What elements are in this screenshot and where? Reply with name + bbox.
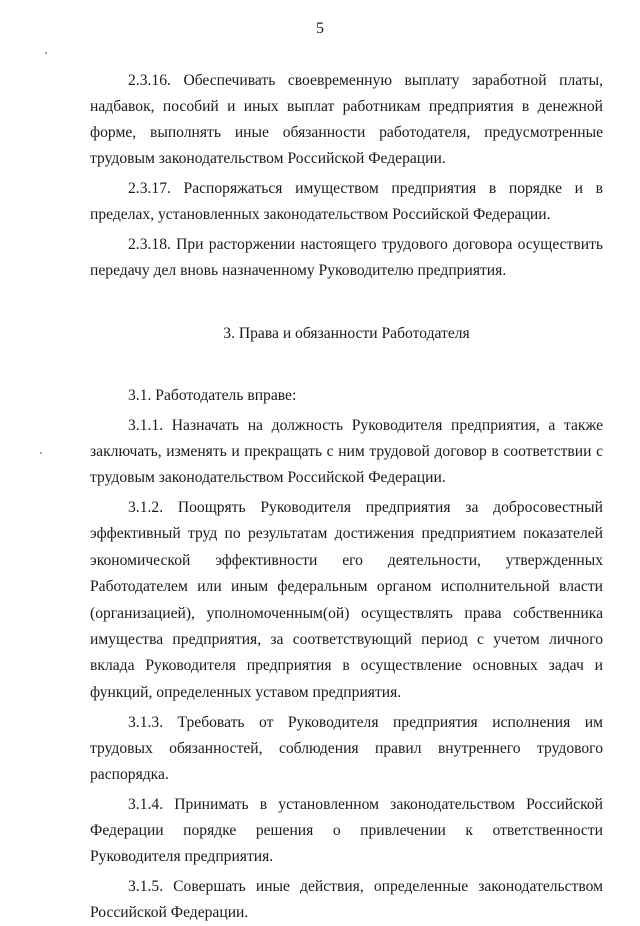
scan-speck <box>40 452 42 454</box>
document-body <box>90 68 603 926</box>
paragraph-3-1-1: 3.1.1. Назначать на должность Руководителя предприятия, а также заключать, изменять и прекращать с ним трудовой договор в соответствии с трудовым законодательством Российской Федерации. <box>90 417 603 486</box>
page-number: 5 <box>316 20 324 37</box>
paragraph-2-3-18: 2.3.18. При расторжении настоящего трудового договора осуществить передачу дел вновь назначенному Руководителю предприятия. <box>90 236 603 279</box>
paragraph-3-1: 3.1. Работодатель вправе: <box>128 387 297 404</box>
section-heading: 3. Права и обязанности Работодателя <box>223 325 470 342</box>
paragraph-3-1-5: 3.1.5. Совершать иные действия, определенные законодательством Российской Федерации. <box>90 878 603 922</box>
paragraph-3-1-2: 3.1.2. Поощрять Руководителя предприятия за добросовестный эффективный труд по результатам достижения предприятием показателей экономической эффективности его деятельности, утвержденных Работодателем или иным федеральным органом исполнительной власти (организацией), уполномоченным(ой) осуществлять права собственника имущества предприятия, за соответствующий период с учетом личного вклада Руководителя предприятия в осуществление основных задач и функций, определенных уставом предприятия. <box>90 499 603 701</box>
paragraph-3-1-4: 3.1.4. Принимать в установленном законодательством Российской Федерации порядке решения о привлечении к ответственности Руководителя предприятия. <box>90 796 603 866</box>
paragraph-3-1-3: 3.1.3. Требовать от Руководителя предприятия исполнения им трудовых обязанностей, соблюдения правил внутреннего трудового распорядка. <box>90 714 603 784</box>
paragraph-2-3-16: 2.3.16. Обеспечивать своевременную выплату заработной платы, надбавок, пособий и иных выплат работникам предприятия в денежной форме, выполнять иные обязанности работодателя, предусмотренные трудовым законодательством Российской Федерации. <box>90 72 603 167</box>
paragraph-2-3-17: 2.3.17. Распоряжаться имуществом предприятия в порядке и в пределах, установленных законодательством Российской Федерации. <box>90 180 603 223</box>
scan-speck <box>45 52 47 54</box>
